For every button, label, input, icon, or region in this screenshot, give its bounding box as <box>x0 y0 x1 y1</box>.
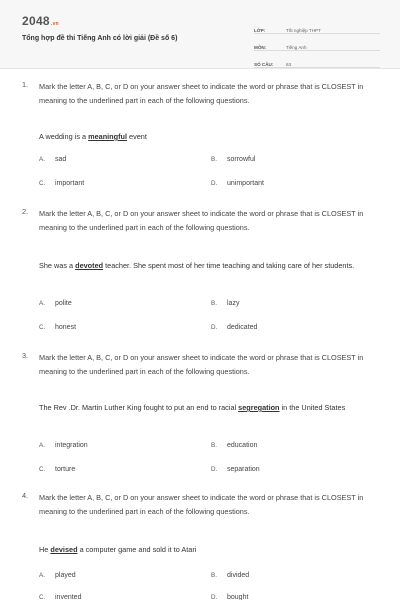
option-b[interactable] <box>211 300 239 307</box>
option-text: education <box>227 442 258 449</box>
option-letter: C. <box>39 466 46 473</box>
option-letter: C. <box>39 180 46 187</box>
sentence-part: A wedding is a <box>39 132 89 141</box>
question-instruction: Mark the letter A, B, C, or D on your answer sheet to indicate the word or phrase that is CLOSEST in meaning to the underlined part in each of the following questions. <box>39 209 364 232</box>
option-a[interactable] <box>39 156 66 163</box>
option-text: sorrowful <box>227 156 256 163</box>
option-text: polite <box>55 300 72 307</box>
document-meta <box>254 17 380 68</box>
meta-row-grade <box>254 17 380 34</box>
sentence-part: teacher. She spent most of her time teaching and taking care of her students. <box>103 261 355 270</box>
meta-row-subject <box>254 34 380 51</box>
underlined-word: devised <box>50 545 78 554</box>
option-letter: B. <box>211 572 217 579</box>
option-b[interactable] <box>211 572 249 579</box>
underlined-word: segregation <box>238 403 280 412</box>
option-c[interactable] <box>39 180 84 187</box>
option-text: important <box>55 180 85 187</box>
option-text: torture <box>55 466 76 473</box>
sentence-part: The Rev .Dr. Martin Luther King fought to put an end to racial <box>39 403 239 412</box>
option-text: invented <box>55 594 82 600</box>
option-letter: A. <box>39 156 45 163</box>
document-title: Tổng hợp đề thi Tiếng Anh có lời giải (Đề số 6) <box>22 35 178 42</box>
question-number: 4. <box>22 491 29 500</box>
question-sentence <box>39 259 379 273</box>
meta-label: LỚP: <box>254 28 266 33</box>
site-logo[interactable] <box>22 14 59 28</box>
option-text: dedicated <box>227 324 258 331</box>
sentence-part: in the United States <box>279 403 346 412</box>
option-c[interactable] <box>39 594 81 600</box>
option-letter: D. <box>211 324 218 331</box>
meta-row-count <box>254 51 380 68</box>
option-letter: A. <box>39 300 45 307</box>
option-text: played <box>55 572 76 579</box>
option-text: unimportant <box>227 180 264 187</box>
option-b[interactable] <box>211 442 257 449</box>
option-text: sad <box>55 156 67 163</box>
option-text: integration <box>55 442 88 449</box>
meta-label: SỐ CÂU: <box>254 62 274 67</box>
underlined-word: devoted <box>75 261 104 270</box>
option-a[interactable] <box>39 442 88 449</box>
option-d[interactable] <box>211 594 248 600</box>
underlined-word: meaningful <box>88 132 128 141</box>
meta-value: Tiếng Anh <box>286 45 307 50</box>
question-number: 2. <box>22 207 29 216</box>
option-letter: D. <box>211 594 218 600</box>
meta-label: MÔN: <box>254 45 267 50</box>
option-text: bought <box>227 594 249 600</box>
option-d[interactable] <box>211 324 257 331</box>
question-number: 1. <box>22 80 29 89</box>
logo-text: 2048 <box>22 14 50 28</box>
option-text: lazy <box>227 300 240 307</box>
option-letter: A. <box>39 572 45 579</box>
question-sentence <box>39 130 379 144</box>
option-letter: D. <box>211 466 218 473</box>
logo-suffix: .vn <box>50 21 60 27</box>
meta-value: 63 <box>286 62 292 67</box>
option-a[interactable] <box>39 572 76 579</box>
question-instruction: Mark the letter A, B, C, or D on your answer sheet to indicate the word or phrase that is CLOSEST in meaning to the underlined part in each of the following questions. <box>39 82 364 105</box>
question-number: 3. <box>22 351 29 360</box>
option-text: honest <box>55 324 77 331</box>
option-c[interactable] <box>39 466 75 473</box>
question-sentence <box>39 543 379 557</box>
document-header <box>0 0 400 69</box>
option-d[interactable] <box>211 180 264 187</box>
question-instruction: Mark the letter A, B, C, or D on your answer sheet to indicate the word or phrase that is CLOSEST in meaning to the underlined part in each of the following questions. <box>39 493 364 516</box>
option-letter: C. <box>39 324 46 331</box>
option-text: divided <box>227 572 250 579</box>
option-letter: B. <box>211 156 217 163</box>
sentence-part: a computer game and sold it to Atari <box>77 545 197 554</box>
option-letter: D. <box>211 180 218 187</box>
option-b[interactable] <box>211 156 255 163</box>
option-letter: C. <box>39 594 46 600</box>
question-sentence <box>39 401 379 415</box>
meta-value: Tốt nghiệp THPT <box>286 28 321 33</box>
question-instruction: Mark the letter A, B, C, or D on your answer sheet to indicate the word or phrase that is CLOSEST in meaning to the underlined part in each of the following questions. <box>39 353 364 376</box>
option-c[interactable] <box>39 324 76 331</box>
option-letter: A. <box>39 442 45 449</box>
option-letter: B. <box>211 442 217 449</box>
option-letter: B. <box>211 300 217 307</box>
sentence-part: He <box>39 545 51 554</box>
option-text: separation <box>227 466 260 473</box>
option-a[interactable] <box>39 300 72 307</box>
sentence-part: event <box>127 132 147 141</box>
option-d[interactable] <box>211 466 260 473</box>
sentence-part: She was a <box>39 261 76 270</box>
